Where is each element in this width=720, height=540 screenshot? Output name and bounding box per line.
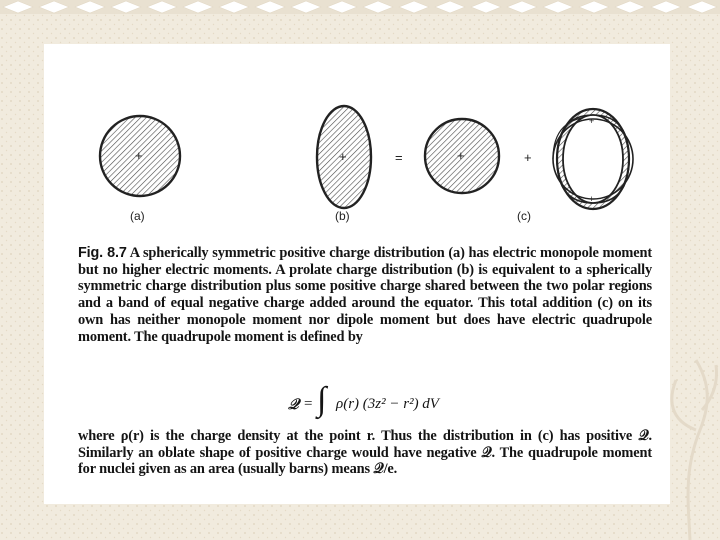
charge-distribution-figure <box>44 44 670 234</box>
integrand: ρ(r) (3z² − r²) dV <box>336 396 439 412</box>
quadrupole-symbol: 𝒬 <box>288 397 299 413</box>
figure-number: Fig. 8.7 <box>78 245 127 261</box>
quadrupole-c <box>553 109 633 209</box>
document-page <box>44 44 670 504</box>
plus-sign-bottom: + <box>589 194 595 204</box>
plus-sign-a: + <box>135 148 143 163</box>
quadrupole-equation <box>284 381 544 423</box>
label-a: (a) <box>130 209 145 223</box>
plus-operator: + <box>524 150 532 165</box>
plus-sign-c1: + <box>457 148 465 163</box>
plus-sign-top: + <box>589 116 595 126</box>
sphere-c1 <box>425 119 499 193</box>
label-b: (b) <box>335 209 350 223</box>
figure-caption <box>78 245 652 345</box>
sphere-a <box>100 116 180 196</box>
plus-sign-b: + <box>339 149 347 164</box>
prolate-b <box>317 106 371 208</box>
label-c: (c) <box>517 209 531 223</box>
equation-equals: = <box>304 396 313 412</box>
caption-text: A spherically symmetric positive charge distribution (a) has electric monopole moment but no higher electric moments. A prolate charge distribution (b) is equivalent to a spherically symmetric charge distribution plus some positive charge shared between the two polar regions and a band of equal negative charge added around the equator. This total addition (c) on its own has neither monopole moment nor dipole moment but does have electric quadrupole moment. The quadrupole moment is defined by <box>78 245 652 345</box>
definition-paragraph: where ρ(r) is the charge density at the point r. Thus the distribution in (c) has positive 𝒬. Similarly an oblate shape of positive charge would have negative 𝒬. The quadrupole moment for nuclei given as an area (usually barns) means 𝒬/e. <box>78 428 652 478</box>
equals-sign: = <box>395 150 403 165</box>
integral-sign: ∫ <box>317 381 327 418</box>
